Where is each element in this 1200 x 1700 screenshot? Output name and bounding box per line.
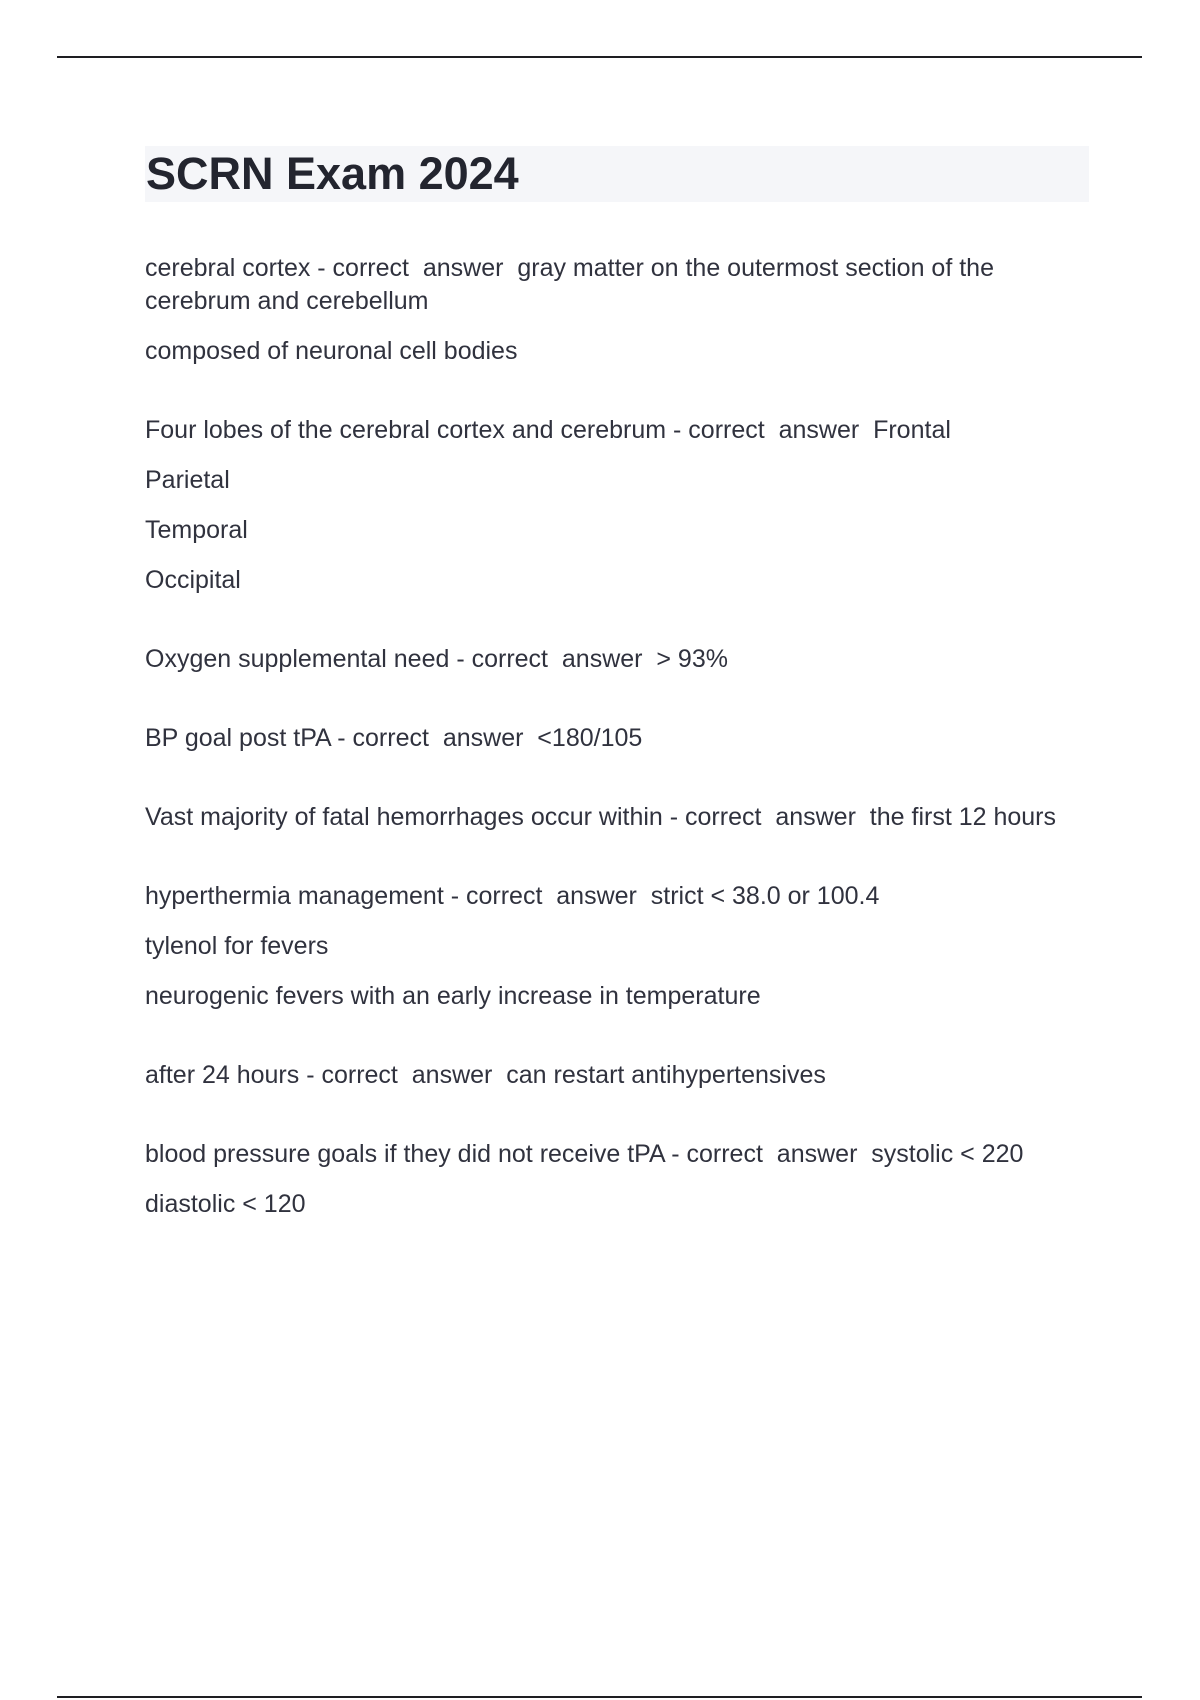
entry-line: BP goal post tPA - correct answer <180/105 <box>145 724 643 752</box>
entry-line: Oxygen supplemental need - correct answer > 93% <box>145 645 728 673</box>
entry-line: hyperthermia management - correct answer strict < 38.0 or 100.4 <box>145 882 880 910</box>
entry-line: neurogenic fevers with an early increase in temperature <box>145 982 761 1010</box>
entry-line: Temporal <box>145 516 248 544</box>
entry-line: Parietal <box>145 466 230 494</box>
entry-bp-no-tpa <box>145 1138 1089 1221</box>
top-divider <box>57 56 1142 58</box>
document-body <box>145 146 1089 1267</box>
entry-line: composed of neuronal cell bodies <box>145 337 518 365</box>
entry-fatal-hemorrhages <box>145 801 1089 834</box>
entry-line: tylenol for fevers <box>145 932 329 960</box>
entry-oxygen <box>145 643 1089 676</box>
entry-hyperthermia <box>145 880 1089 1013</box>
entry-line: blood pressure goals if they did not receive tPA - correct answer systolic < 220 <box>145 1140 1024 1168</box>
entry-line: diastolic < 120 <box>145 1190 306 1218</box>
entry-line: after 24 hours - correct answer can restart antihypertensives <box>145 1061 826 1089</box>
entry-line: Occipital <box>145 566 241 594</box>
entry-four-lobes <box>145 414 1089 597</box>
entry-line: Vast majority of fatal hemorrhages occur within - correct answer the first 12 hours <box>145 803 1057 831</box>
entry-cerebral-cortex <box>145 252 1089 368</box>
entry-line: Four lobes of the cerebral cortex and cerebrum - correct answer Frontal <box>145 416 951 444</box>
bottom-divider <box>57 1696 1142 1698</box>
page-title: SCRN Exam 2024 <box>146 148 519 199</box>
title-banner <box>145 146 1089 202</box>
entry-line: cerebral cortex - correct answer gray matter on the outermost section of the cerebrum and cerebellum <box>145 254 1001 315</box>
entry-bp-goal <box>145 722 1089 755</box>
entry-after-24-hours <box>145 1059 1089 1092</box>
